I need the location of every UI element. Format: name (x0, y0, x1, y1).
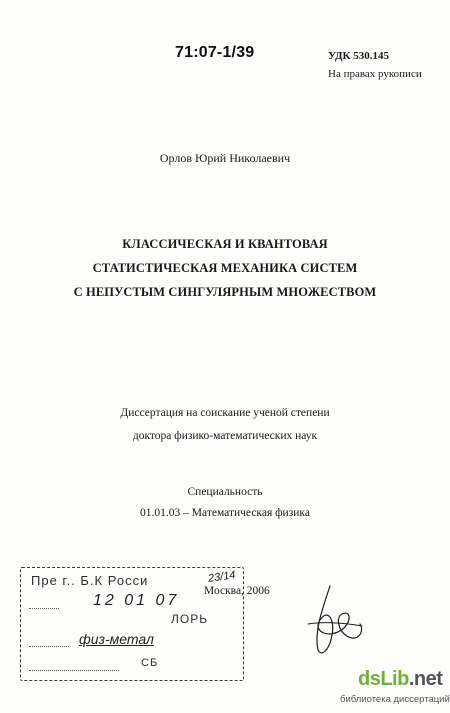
watermark-logo (358, 668, 442, 691)
stamp-line: Пре г.. Б.К Росси (31, 573, 149, 588)
stamp-date: 12 01 07 (93, 592, 180, 609)
degree-statement (0, 402, 450, 448)
title-line: С НЕПУСТЫМ СИНГУЛЯРНЫМ МНОЖЕСТВОМ (73, 285, 377, 299)
title-line: КЛАССИЧЕСКАЯ И КВАНТОВАЯ (122, 237, 328, 251)
stamp-line: ЛОРЬ (171, 612, 209, 626)
specialty-value: 01.01.03 – Математическая физика (140, 507, 310, 519)
city-year: Москва, 2006 (204, 585, 270, 597)
stamp-handwritten-note: физ-метал (79, 631, 154, 647)
stamp-dotted-line (29, 646, 69, 647)
specialty-label: Специальность (187, 486, 263, 498)
author-name: Орлов Юрий Николаевич (159, 151, 291, 165)
watermark-subtitle: библиотека диссертаций (340, 694, 450, 705)
stamp-dotted-line (29, 608, 59, 609)
rights-note: На правах рукописи (328, 68, 422, 80)
stamp-handwritten-mark: 23/14 (207, 569, 237, 585)
archive-code: 71:07-1/39 (175, 44, 255, 61)
watermark-logo-main: dsLib (358, 668, 409, 690)
degree-line: Диссертация на соискание ученой степени (120, 407, 330, 419)
dissertation-title (0, 232, 450, 304)
stamp-dotted-line (29, 670, 119, 671)
stamp-line: СБ (141, 657, 159, 669)
title-line: СТАТИСТИЧЕСКАЯ МЕХАНИКА СИСТЕМ (92, 261, 358, 275)
watermark-logo-domain: .net (408, 668, 443, 690)
watermark (340, 668, 450, 713)
udk-code: УДК 530.145 (328, 50, 390, 62)
degree-line: доктора физико-математических наук (132, 430, 318, 442)
handwritten-signature-icon (300, 580, 370, 660)
